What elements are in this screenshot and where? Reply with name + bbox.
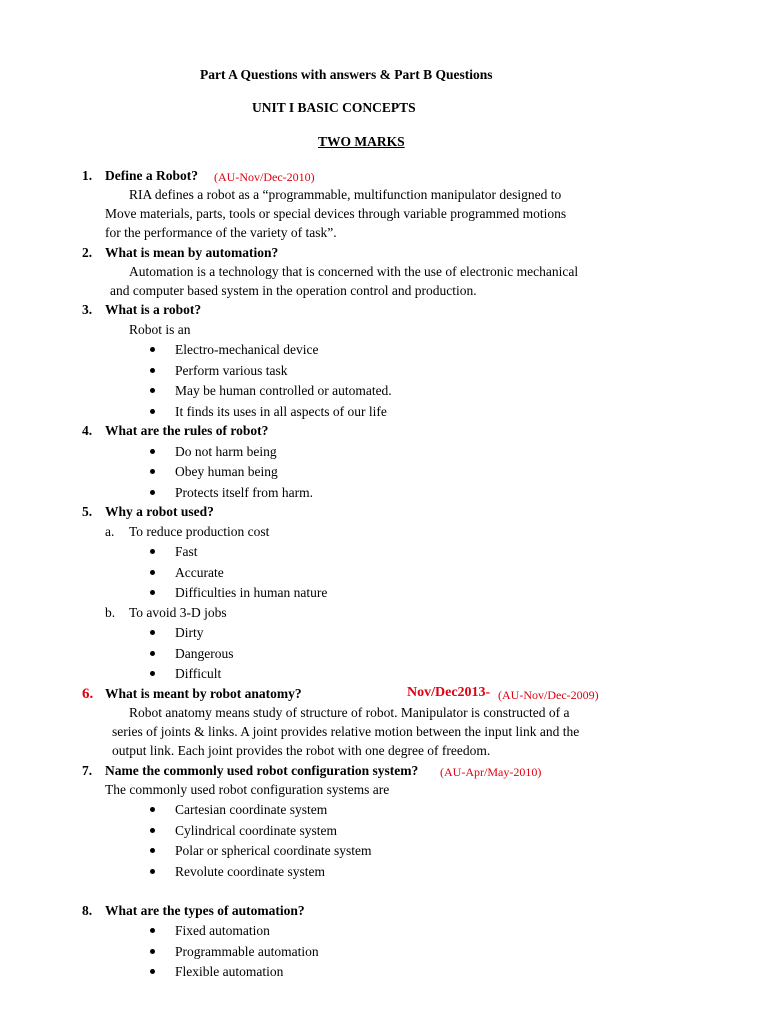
question-number: 5. [82, 504, 93, 519]
list-item: Protects itself from harm. [175, 485, 313, 500]
list-item: Accurate [175, 565, 224, 580]
bullet-icon [150, 828, 155, 833]
sub-label: a. [105, 524, 115, 539]
list-item: Flexible automation [175, 964, 284, 979]
list-item: Electro-mechanical device [175, 342, 319, 357]
list-item: Revolute coordinate system [175, 864, 325, 879]
bullet-icon [150, 590, 155, 595]
bullet-icon [150, 869, 155, 874]
list-item: Polar or spherical coordinate system [175, 843, 372, 858]
sub-item: To avoid 3-D jobs [129, 605, 227, 620]
question-text: What are the rules of robot? [105, 423, 269, 438]
section-heading: TWO MARKS [318, 134, 405, 149]
question-number: 2. [82, 245, 93, 260]
question-text: What is meant by robot anatomy? [105, 686, 302, 701]
answer-line: Move materials, parts, tools or special devices through variable programmed motions [105, 206, 567, 221]
sub-label: b. [105, 605, 116, 620]
exam-reference: Nov/Dec2013- [407, 685, 491, 700]
bullet-icon [150, 469, 155, 474]
bullet-icon [150, 949, 155, 954]
bullet-icon [150, 928, 155, 933]
sub-item: To reduce production cost [129, 524, 270, 539]
answer-intro: The commonly used robot configuration systems are [105, 782, 390, 797]
bullet-icon [150, 651, 155, 656]
question-text: Name the commonly used robot configuration system? [105, 763, 419, 778]
bullet-icon [150, 490, 155, 495]
document-title: Part A Questions with answers & Part B Questions [200, 67, 493, 82]
answer-line: series of joints & links. A joint provides relative motion between the input link and the [112, 724, 580, 739]
bullet-icon [150, 807, 155, 812]
list-item: Obey human being [175, 464, 278, 479]
list-item: Do not harm being [175, 444, 277, 459]
bullet-icon [150, 570, 155, 575]
question-text: What are the types of automation? [105, 903, 305, 918]
bullet-icon [150, 368, 155, 373]
bullet-icon [150, 388, 155, 393]
question-number: 1. [82, 168, 93, 183]
answer-line: output link. Each joint provides the robot with one degree of freedom. [112, 743, 491, 758]
question-text: What is mean by automation? [105, 245, 279, 260]
answer-line: Robot anatomy means study of structure of robot. Manipulator is constructed of a [129, 705, 570, 720]
answer-line: Automation is a technology that is concerned with the use of electronic mechanical [129, 264, 579, 279]
answer-line: RIA defines a robot as a “programmable, multifunction manipulator designed to [129, 187, 562, 202]
bullet-icon [150, 671, 155, 676]
bullet-icon [150, 549, 155, 554]
list-item: Difficulties in human nature [175, 585, 328, 600]
bullet-icon [150, 848, 155, 853]
answer-line: for the performance of the variety of task”. [105, 225, 337, 240]
question-number: 8. [82, 903, 93, 918]
unit-heading: UNIT I BASIC CONCEPTS [252, 100, 416, 115]
question-text: Define a Robot? [105, 168, 198, 183]
question-number: 7. [82, 763, 93, 778]
exam-reference: (AU-Nov/Dec-2010) [214, 170, 315, 184]
list-item: Perform various task [175, 363, 288, 378]
question-number: 4. [82, 423, 93, 438]
bullet-icon [150, 347, 155, 352]
list-item: Programmable automation [175, 944, 319, 959]
list-item: Cartesian coordinate system [175, 802, 328, 817]
list-item: Dirty [175, 625, 204, 640]
bullet-icon [150, 630, 155, 635]
question-text: What is a robot? [105, 302, 202, 317]
question-number: 6. [82, 686, 94, 702]
bullet-icon [150, 409, 155, 414]
answer-intro: Robot is an [129, 322, 191, 337]
exam-reference: (AU-Apr/May-2010) [440, 765, 542, 779]
answer-line: and computer based system in the operation control and production. [110, 283, 477, 298]
list-item: Dangerous [175, 646, 234, 661]
exam-reference: (AU-Nov/Dec-2009) [498, 688, 599, 702]
bullet-icon [150, 449, 155, 454]
list-item: Cylindrical coordinate system [175, 823, 337, 838]
list-item: Difficult [175, 666, 222, 681]
question-text: Why a robot used? [105, 504, 214, 519]
list-item: Fast [175, 544, 198, 559]
list-item: May be human controlled or automated. [175, 383, 392, 398]
list-item: Fixed automation [175, 923, 270, 938]
bullet-icon [150, 969, 155, 974]
list-item: It finds its uses in all aspects of our life [175, 404, 387, 419]
question-number: 3. [82, 302, 93, 317]
